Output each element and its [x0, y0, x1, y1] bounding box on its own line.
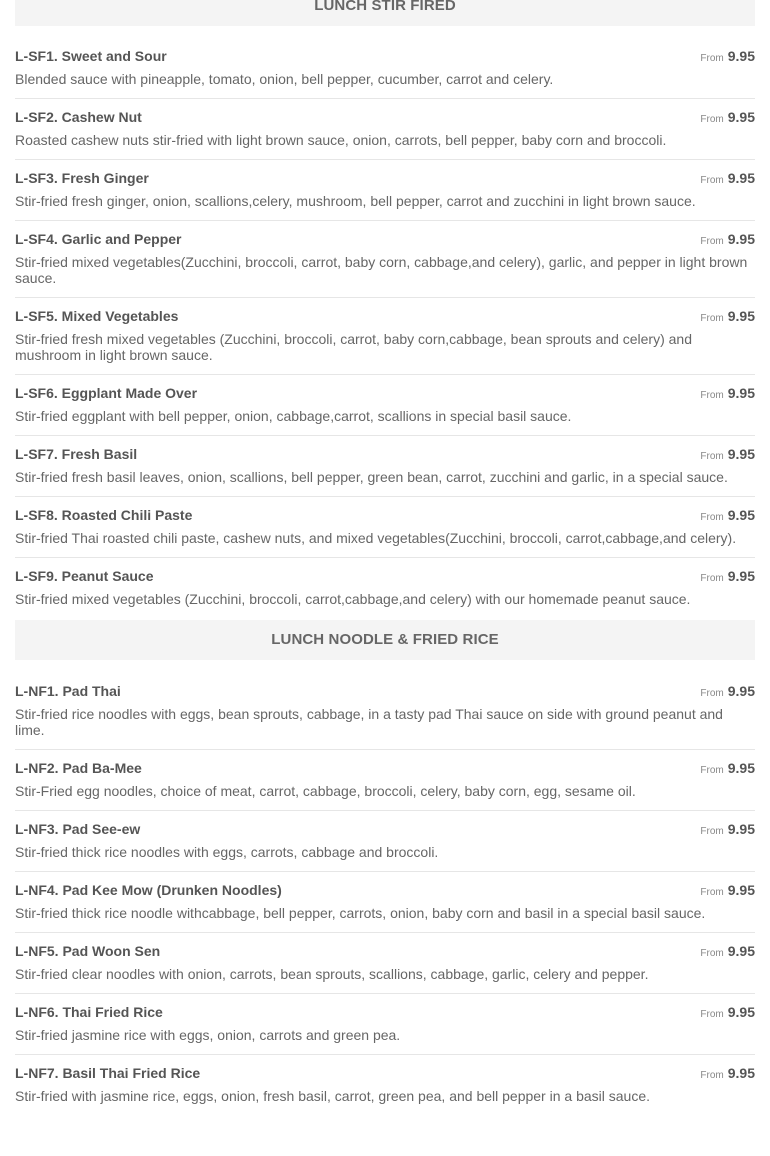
section-header-lunch-stir-fried: LUNCH STIR FIRED — [15, 0, 755, 26]
item-description: Stir-Fried egg noodles, choice of meat, carrot, cabbage, broccoli, celery, baby corn, egg, sesame oil. — [15, 783, 636, 799]
price-amount: 9.95 — [727, 821, 755, 837]
price-from-label: From — [700, 390, 724, 401]
item-name: L-NF4. Pad Kee Mow (Drunken Noodles) — [15, 882, 282, 898]
price-amount: 9.95 — [727, 446, 755, 462]
item-price — [700, 170, 755, 188]
item-name: L-NF5. Pad Woon Sen — [15, 943, 161, 959]
item-name: L-SF8. Roasted Chili Paste — [15, 507, 193, 523]
item-name: L-SF9. Peanut Sauce — [15, 568, 154, 584]
price-from-label: From — [700, 948, 724, 959]
item-name: L-SF5. Mixed Vegetables — [15, 308, 179, 324]
menu-item[interactable] — [15, 38, 755, 99]
item-price — [700, 507, 755, 525]
price-amount: 9.95 — [727, 1065, 755, 1081]
item-price — [700, 1004, 755, 1022]
menu-item[interactable] — [15, 436, 755, 497]
item-description: Stir-fried thick rice noodles with eggs, carrots, cabbage and broccoli. — [15, 844, 439, 860]
price-amount: 9.95 — [727, 109, 755, 125]
menu-item[interactable] — [15, 750, 755, 811]
item-price — [700, 1065, 755, 1083]
price-amount: 9.95 — [727, 231, 755, 247]
item-price — [700, 683, 755, 701]
item-description: Stir-fried fresh ginger, onion, scallions,celery, mushroom, bell pepper, carrot and zucchini in light brown sauce. — [15, 193, 696, 209]
price-amount: 9.95 — [727, 308, 755, 324]
item-price — [700, 446, 755, 464]
item-description: Stir-fried with jasmine rice, eggs, onion, fresh basil, carrot, green pea, and bell pepper in a basil sauce. — [15, 1088, 651, 1104]
menu-item[interactable] — [15, 872, 755, 933]
price-amount: 9.95 — [727, 568, 755, 584]
item-name: L-NF2. Pad Ba-Mee — [15, 760, 142, 776]
price-amount: 9.95 — [727, 507, 755, 523]
item-name: L-SF7. Fresh Basil — [15, 446, 138, 462]
price-from-label: From — [700, 765, 724, 776]
menu-item[interactable] — [15, 221, 755, 298]
item-name: L-SF3. Fresh Ginger — [15, 170, 149, 186]
menu-item[interactable] — [15, 298, 755, 375]
menu-item[interactable] — [15, 933, 755, 994]
menu-item[interactable] — [15, 160, 755, 221]
item-name: L-NF1. Pad Thai — [15, 683, 121, 699]
price-amount: 9.95 — [727, 170, 755, 186]
item-name: L-SF1. Sweet and Sour — [15, 48, 167, 64]
item-price — [700, 568, 755, 586]
item-price — [700, 109, 755, 127]
price-amount: 9.95 — [727, 760, 755, 776]
section-header-lunch-noodle-fried-rice: LUNCH NOODLE & FRIED RICE — [15, 620, 755, 660]
item-description: Stir-fried fresh mixed vegetables (Zucchini, broccoli, carrot, baby corn,cabbage, bean sprouts and celery) and mushroom in light brown sauce. — [15, 331, 693, 363]
item-price — [700, 821, 755, 839]
price-amount: 9.95 — [727, 882, 755, 898]
price-from-label: From — [700, 1009, 724, 1020]
price-amount: 9.95 — [727, 1004, 755, 1020]
price-from-label: From — [700, 114, 724, 125]
menu-item[interactable] — [15, 673, 755, 750]
price-from-label: From — [700, 451, 724, 462]
menu-item[interactable] — [15, 1055, 755, 1115]
price-from-label: From — [700, 512, 724, 523]
item-description: Blended sauce with pineapple, tomato, onion, bell pepper, cucumber, carrot and celery. — [15, 71, 554, 87]
item-name: L-NF7. Basil Thai Fried Rice — [15, 1065, 201, 1081]
price-from-label: From — [700, 573, 724, 584]
price-from-label: From — [700, 53, 724, 64]
item-price — [700, 943, 755, 961]
price-from-label: From — [700, 887, 724, 898]
price-from-label: From — [700, 826, 724, 837]
item-name: L-SF2. Cashew Nut — [15, 109, 142, 125]
item-description: Roasted cashew nuts stir-fried with light brown sauce, onion, carrots, bell pepper, baby corn and broccoli. — [15, 132, 667, 148]
item-name: L-NF6. Thai Fried Rice — [15, 1004, 163, 1020]
item-price — [700, 231, 755, 249]
price-from-label: From — [700, 175, 724, 186]
item-description: Stir-fried rice noodles with eggs, bean sprouts, cabbage, in a tasty pad Thai sauce on side with ground peanut and lime. — [15, 706, 723, 738]
price-from-label: From — [700, 1070, 724, 1081]
item-name: L-SF6. Eggplant Made Over — [15, 385, 198, 401]
item-price — [700, 385, 755, 403]
price-from-label: From — [700, 688, 724, 699]
item-price — [700, 882, 755, 900]
item-price — [700, 48, 755, 66]
price-amount: 9.95 — [727, 385, 755, 401]
item-description: Stir-fried eggplant with bell pepper, onion, cabbage,carrot, scallions in special basil sauce. — [15, 408, 572, 424]
item-name: L-NF3. Pad See-ew — [15, 821, 141, 837]
menu-item[interactable] — [15, 558, 755, 620]
item-price — [700, 760, 755, 778]
price-amount: 9.95 — [727, 683, 755, 699]
item-description: Stir-fried Thai roasted chili paste, cashew nuts, and mixed vegetables(Zucchini, broccoli, carrot,cabbage,and celery). — [15, 530, 737, 546]
menu-item[interactable] — [15, 99, 755, 160]
item-description: Stir-fried mixed vegetables(Zucchini, broccoli, carrot, baby corn, cabbage,and celery), garlic, and pepper in light brown sauce. — [15, 254, 748, 286]
menu-item[interactable] — [15, 811, 755, 872]
menu-item[interactable] — [15, 994, 755, 1055]
item-description: Stir-fried clear noodles with onion, carrots, bean sprouts, scallions, cabbage, garlic, celery and pepper. — [15, 966, 649, 982]
price-amount: 9.95 — [727, 943, 755, 959]
item-name: L-SF4. Garlic and Pepper — [15, 231, 182, 247]
menu-item[interactable] — [15, 497, 755, 558]
item-description: Stir-fried fresh basil leaves, onion, scallions, bell pepper, green bean, carrot, zucchini and garlic, in a special sauce. — [15, 469, 728, 485]
item-description: Stir-fried jasmine rice with eggs, onion, carrots and green pea. — [15, 1027, 401, 1043]
price-from-label: From — [700, 313, 724, 324]
price-from-label: From — [700, 236, 724, 247]
menu-list — [15, 0, 755, 1115]
price-amount: 9.95 — [727, 48, 755, 64]
item-description: Stir-fried thick rice noodle withcabbage, bell pepper, carrots, onion, baby corn and basil in a special basil sauce. — [15, 905, 706, 921]
menu-item[interactable] — [15, 375, 755, 436]
item-price — [700, 308, 755, 326]
item-description: Stir-fried mixed vegetables (Zucchini, broccoli, carrot,cabbage,and celery) with our homemade peanut sauce. — [15, 591, 691, 607]
